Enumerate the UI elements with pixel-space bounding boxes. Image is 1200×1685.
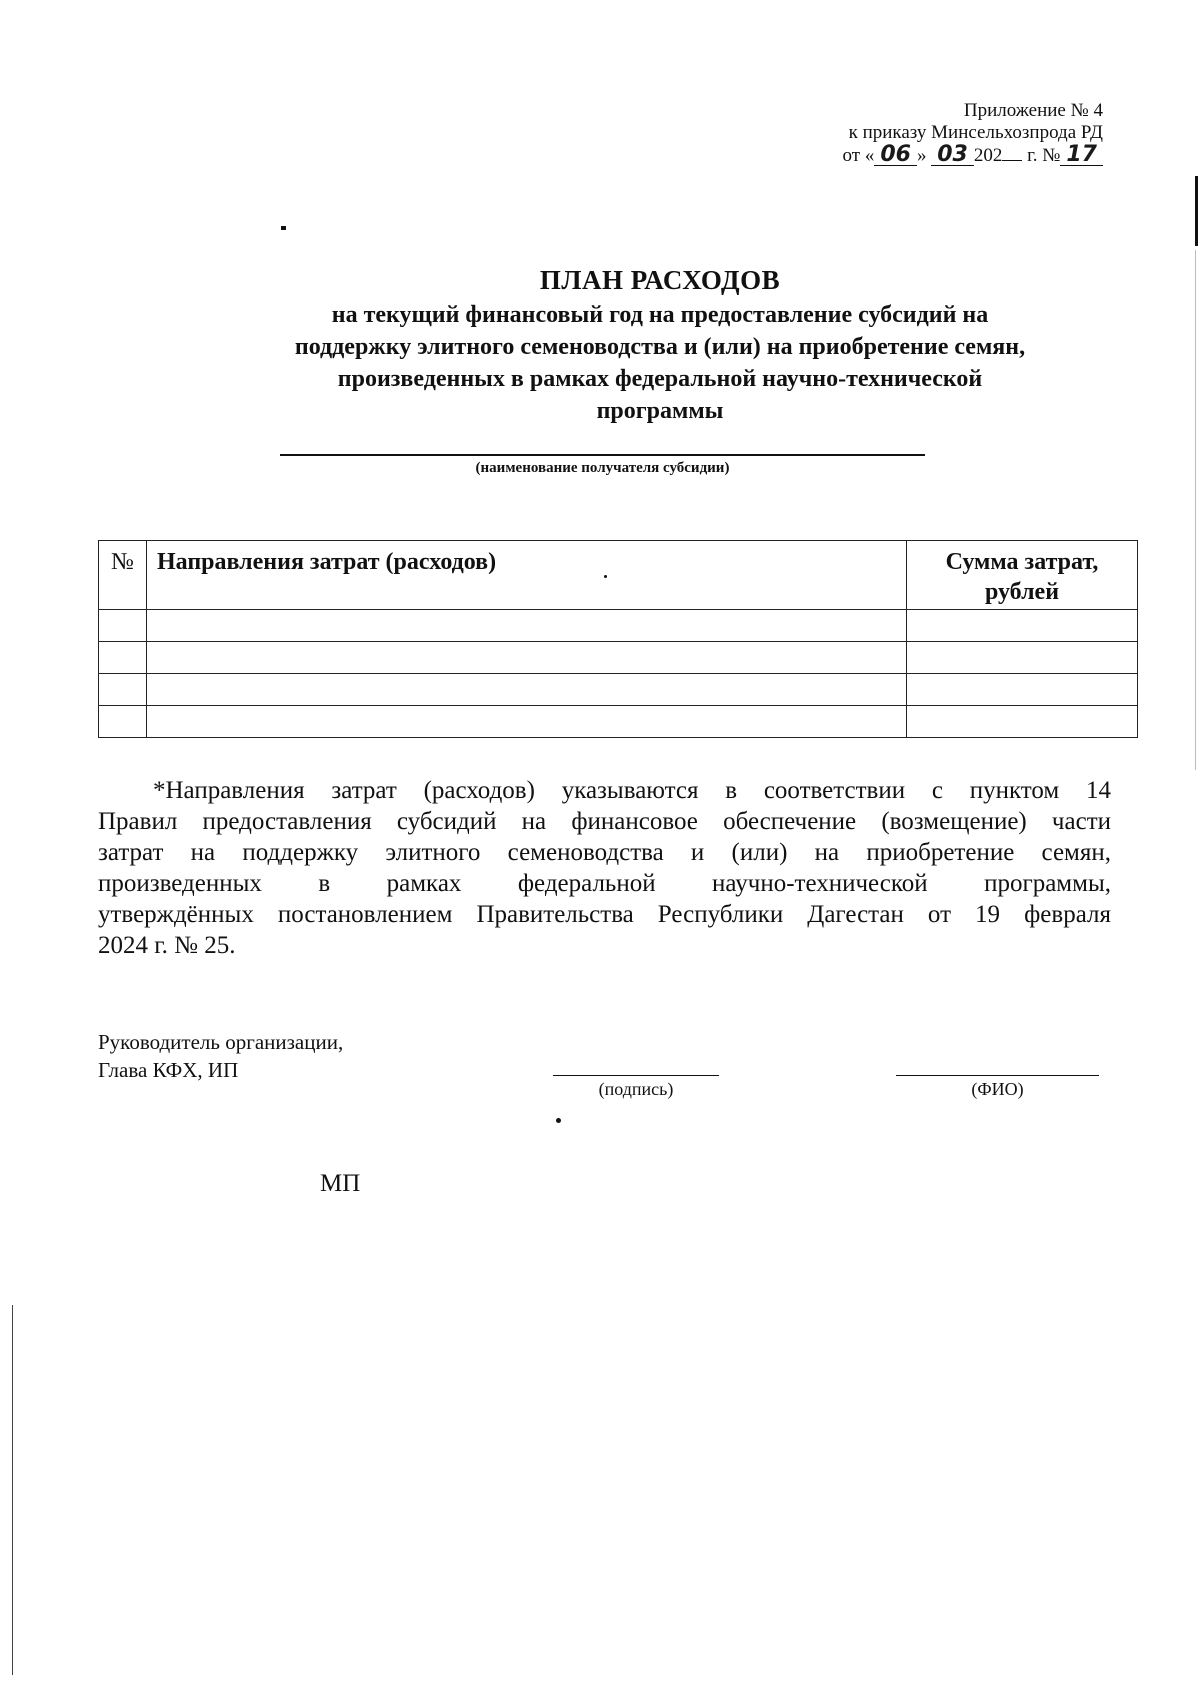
header-sum-line-2: рублей (984, 579, 1060, 605)
scan-mark (1195, 176, 1198, 246)
number-prefix: № (1042, 145, 1061, 166)
footnote-line: утверждённых постановлением Правительства Республики Дагестан от 19 февраля (98, 901, 1111, 928)
date-day: 06 (874, 145, 917, 166)
footnote-line: затрат на поддержку элитного семеноводства и (или) на приобретение семян, (98, 839, 1111, 866)
costs-table-wrapper (98, 540, 1138, 738)
recipient-caption: (наименование получателя субсидии) (475, 460, 730, 476)
appendix-line-1: Приложение № 4 (963, 100, 1103, 121)
date-year-blank (1002, 144, 1022, 161)
date-close: » (916, 145, 927, 166)
date-year: 202 (973, 145, 1003, 166)
row-sum-cell[interactable] (907, 610, 1138, 642)
subtitle-line: на текущий финансовый год на предоставление субсидий на (331, 302, 989, 328)
stamp-place-label: МП (320, 1170, 361, 1197)
table-row (99, 642, 1138, 674)
header-sum-line-1: Сумма затрат, (945, 549, 1099, 575)
table-row (99, 706, 1138, 738)
recipient-field[interactable] (280, 454, 925, 477)
header-sum (907, 541, 1138, 610)
footnote-line: произведенных в рамках федеральной научно-технической программы, (98, 870, 1111, 897)
document-title: ПЛАН РАСХОДОВ (539, 265, 781, 295)
scan-mark (1195, 250, 1196, 770)
scan-mark (556, 1118, 561, 1123)
footnote-line: *Направления затрат (расходов) указываются в соответствии с пунктом 14 (153, 777, 1111, 804)
row-sum-cell[interactable] (907, 706, 1138, 738)
recipient-underline (280, 454, 925, 456)
appendix-line-2: к приказу Минсельхозпрода РД (848, 122, 1103, 143)
footnote-line: Правил предоставления субсидий на финансовое обеспечение (возмещение) части (98, 808, 1111, 835)
row-number-cell[interactable] (99, 674, 147, 706)
date-month: 03 (931, 145, 974, 166)
row-sum-cell[interactable] (907, 674, 1138, 706)
scan-mark (604, 575, 607, 578)
row-direction-cell[interactable] (147, 706, 907, 738)
row-direction-cell[interactable] (147, 610, 907, 642)
subtitle-line: программы (596, 398, 724, 424)
table-header-row (99, 541, 1138, 610)
scan-mark (12, 1305, 13, 1675)
date-year-suffix: г. (1027, 145, 1038, 166)
footnote-line: 2024 г. № 25. (98, 932, 236, 959)
signature-caption: (подпись) (598, 1079, 674, 1099)
scan-mark (281, 226, 286, 230)
subtitle-line: произведенных в рамках федеральной научно-технической (337, 366, 983, 392)
appendix-header (843, 100, 1103, 167)
row-sum-cell[interactable] (907, 642, 1138, 674)
row-number-cell[interactable] (99, 642, 147, 674)
table-row (99, 674, 1138, 706)
row-direction-cell[interactable] (147, 674, 907, 706)
name-line[interactable] (896, 1075, 1099, 1076)
order-number: 17 (1060, 145, 1103, 166)
row-number-cell[interactable] (99, 610, 147, 642)
name-caption: (ФИО) (971, 1079, 1024, 1099)
row-direction-cell[interactable] (147, 642, 907, 674)
header-direction: Направления затрат (расходов) (147, 541, 907, 610)
row-number-cell[interactable] (99, 706, 147, 738)
costs-table (98, 540, 1138, 738)
header-number: № (99, 541, 147, 610)
appendix-date-line (843, 144, 1103, 167)
signer-title-2: Глава КФХ, ИП (98, 1058, 239, 1082)
signature-line[interactable] (553, 1075, 719, 1076)
subtitle-line: поддержку элитного семеноводства и (или) на приобретение семян, (294, 334, 1026, 360)
date-prefix: от « (842, 145, 875, 166)
table-row (99, 610, 1138, 642)
document-title-block (200, 263, 1120, 427)
signer-title-1: Руководитель организации, (98, 1030, 344, 1054)
document-subtitle (200, 299, 1120, 427)
footnote-paragraph (98, 775, 1111, 961)
signer-block (98, 1028, 343, 1084)
